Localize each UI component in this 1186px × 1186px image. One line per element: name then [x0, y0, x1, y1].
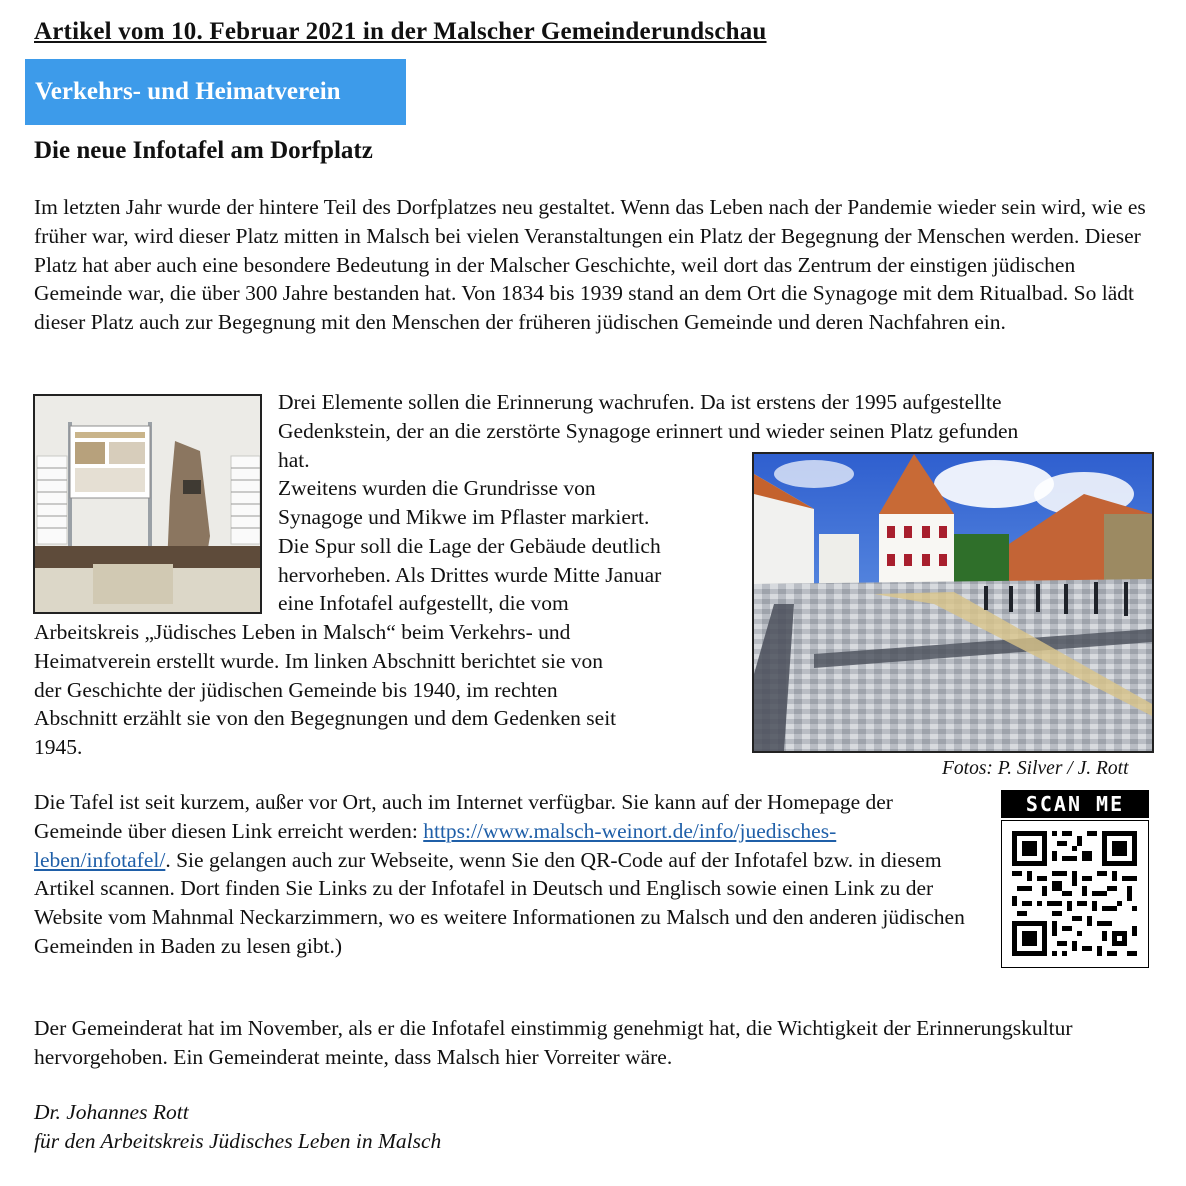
- body-line: Abschnitt erzählt sie von den Begegnungen und dem Gedenken seit: [34, 706, 617, 730]
- online-text-after: . Sie gelangen auch zur Webseite, wenn Sie den QR-Code auf der Infotafel bzw. in diesem Artikel scannen. Dort finden Sie Links zu der Infotafel in Deutsch und Englisch sowie einen Link zu der Website vom Mahnmal Neckarzimmern, wo es weitere Informationen zu Malsch und den anderen jüdischen Gemeinden in Baden zu lesen gibt.): [34, 847, 965, 958]
- body-line: Die Spur soll die Lage der Gebäude deutlich: [278, 534, 661, 558]
- body-line: Drei Elemente sollen die Erinnerung wachrufen. Da ist erstens der 1995 aufgestellte: [278, 390, 1002, 414]
- body-line: 1945.: [34, 735, 83, 759]
- section-banner: Verkehrs- und Heimatverein: [25, 59, 406, 125]
- body-line: der Geschichte der jüdischen Gemeinde bis 1940, im rechten: [34, 678, 558, 702]
- scan-me-label: SCAN ME: [1001, 790, 1149, 818]
- intro-paragraph: Im letzten Jahr wurde der hintere Teil des Dorfplatzes neu gestaltet. Wenn das Leben nach der Pandemie wieder sein wird, wie es früher war, wird dieser Platz mitten in Malsch bei vielen Veranstaltungen ein Platz der Begegnung der Menschen werden. Dieser Platz hat aber auch eine besondere Bedeutung in der Malscher Geschichte, weil dort das Zentrum der einstigen jüdischen Gemeinde war, die über 300 Jahre bestanden hat. Von 1834 bis 1939 stand an dem Ort die Synagoge mit dem Ritualbad. So lädt dieser Platz auch zur Begegnung mit den Menschen der früheren jüdischen Gemeinde und deren Nachfahren ein.: [34, 195, 1146, 335]
- body-line: hat.: [278, 448, 310, 472]
- online-paragraph: [34, 788, 969, 961]
- qr-code-block: [1001, 790, 1149, 966]
- memorial-photo: [33, 394, 262, 614]
- qr-code: [1001, 820, 1149, 968]
- council-paragraph: Der Gemeinderat hat im November, als er die Infotafel einstimmig genehmigt hat, die Wichtigkeit der Erinnerungskultur hervorgehoben. Ein Gemeinderat meinte, dass Malsch hier Vorreiter wäre.: [34, 1016, 1073, 1069]
- town-square-photo: [752, 452, 1154, 753]
- photo-credit: Fotos: P. Silver / J. Rott: [942, 758, 1129, 779]
- body-line: Arbeitskreis „Jüdisches Leben in Malsch“ beim Verkehrs- und: [34, 620, 571, 644]
- body-line: Gedenkstein, der an die zerstörte Synagoge erinnert und wieder seinen Platz gefunden: [278, 419, 1019, 443]
- article-date-header: Artikel vom 10. Februar 2021 in der Malscher Gemeinderundschau: [34, 18, 767, 45]
- infotafel-link[interactable]: https://www.malsch-weinort.de/info/juedisches-leben/infotafel/: [34, 818, 837, 872]
- body-line: Heimatverein erstellt wurde. Im linken Abschnitt berichtet sie von: [34, 649, 603, 673]
- author-signature: [34, 1098, 441, 1156]
- author-name: Dr. Johannes Rott: [34, 1100, 189, 1124]
- author-affiliation: für den Arbeitskreis Jüdisches Leben in Malsch: [34, 1128, 442, 1153]
- article-heading: Die neue Infotafel am Dorfplatz: [34, 137, 373, 164]
- body-line: Zweitens wurden die Grundrisse von: [278, 476, 596, 500]
- body-line: Synagoge und Mikwe im Pflaster markiert.: [278, 505, 650, 529]
- body-line: hervorheben. Als Drittes wurde Mitte Januar: [278, 563, 662, 587]
- body-line: eine Infotafel aufgestellt, die vom: [278, 591, 569, 615]
- online-text-before: Die Tafel ist seit kurzem, außer vor Ort, auch im Internet verfügbar. Sie kann auf der Homepage der Gemeinde über diesen Link erreicht werden:: [34, 790, 893, 843]
